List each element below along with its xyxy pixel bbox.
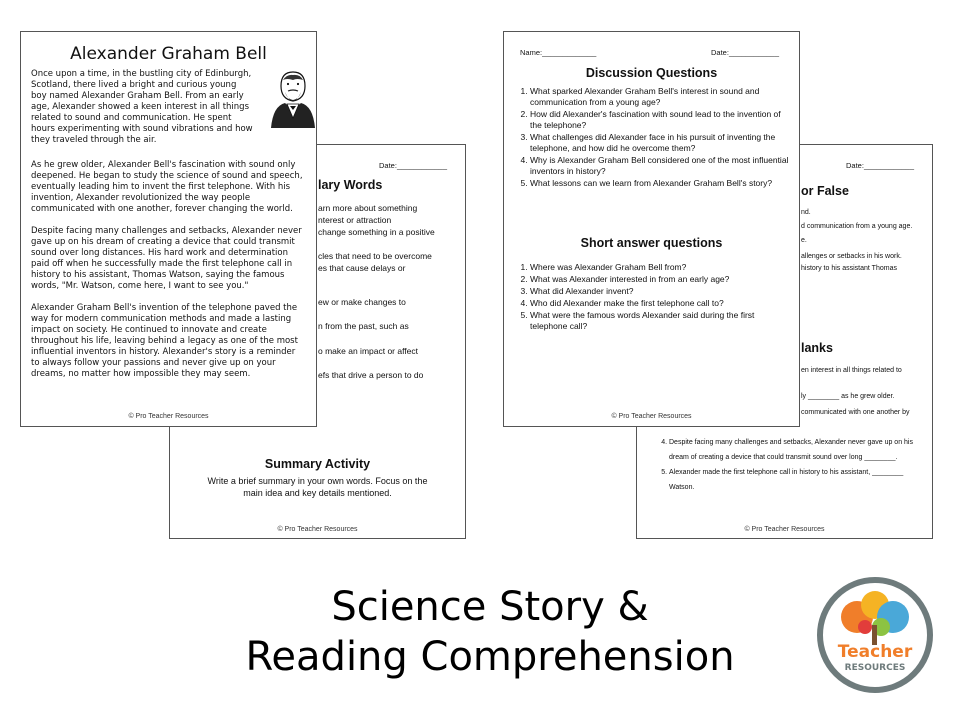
discussion-title: Discussion Questions [585, 66, 718, 80]
caption [200, 582, 780, 682]
tf-line: nd. [801, 209, 811, 216]
caption-line: Reading Comprehension [245, 634, 735, 680]
vocab-line: n from the past, such as [318, 321, 409, 331]
footer: © Pro Teacher Resources [744, 526, 825, 533]
tf-line: history to his assistant Thomas [801, 265, 897, 272]
story-paragraph: As he grew older, Alexander Bell's fascination with sound only deepened. He began to study the science of sound and speech, eventually leading him to invent the first telephone. With his invention, Alexander revolutionized the way people communicated with one another, forever changing the world. [31, 160, 303, 214]
list-item: 5. Alexander made the first telephone call in history to his assistant, ________ Watson. [669, 465, 916, 495]
list-item: 2. What was Alexander interested in from an early age? [530, 274, 791, 285]
vocab-line: arn more about something [318, 203, 418, 213]
discussion-list [514, 86, 791, 190]
vocab-title: lary Words [318, 178, 383, 192]
list-item: 5. What were the famous words Alexander said during the first telephone call? [530, 310, 791, 332]
footer: © Pro Teacher Resources [277, 526, 358, 533]
list-item: 1. Where was Alexander Graham Bell from? [530, 262, 791, 273]
date-field: Date:____________ [846, 161, 914, 170]
story-paragraph: Alexander Graham Bell's invention of the telephone paved the way for modern communication methods and made a lasting impact on society. He continued to innovate and create throughout his life, leaving behind a legacy as one of the most influential inventors in history. Alexander's story is a reminder to always follow your passions and never give up on your dreams, no matter how impossible they may seem. [31, 303, 298, 379]
list-item: 2. How did Alexander's fascination with sound lead to the invention of the telephone? [530, 109, 791, 131]
date-field: Date:____________ [379, 161, 447, 170]
summary-title: Summary Activity [264, 457, 371, 471]
story-paragraph: Despite facing many challenges and setbacks, Alexander never gave up on his dream of creating a device that could transmit sound over long distances. His hard work and determination paid off when he successfully made the first telephone call in history to his assistant, Thomas Watson, saying the famous words, "Mr. Watson, come here, I want to see you." [31, 226, 302, 291]
vocab-line: nterest or attraction [318, 215, 392, 225]
list-item: 5. What lessons can we learn from Alexander Graham Bell's story? [530, 178, 791, 189]
summary-text: Write a brief summary in your own words. Focus on the main idea and key details mentioned. [207, 476, 428, 498]
name-field: Name:_____________ [520, 48, 597, 57]
date-field: Date:____________ [711, 48, 779, 57]
blanks-list [649, 435, 916, 495]
vocab-line: o make an impact or affect [318, 346, 419, 356]
caption-line: Science Story & [331, 584, 649, 630]
footer: © Pro Teacher Resources [128, 413, 209, 420]
footer: © Pro Teacher Resources [611, 413, 692, 420]
story-worksheet [20, 31, 317, 427]
vocab-line: cles that need to be overcome [318, 251, 432, 261]
blank-line: en interest in all things related to [801, 367, 902, 374]
vocab-line: change something in a positive [318, 227, 435, 237]
short-answer-list [514, 262, 791, 333]
tf-line: d communication from a young age. [801, 223, 913, 230]
portrait-illustration [267, 66, 317, 128]
story-paragraph: Once upon a time, in the bustling city of Edinburgh, Scotland, there lived a bright and curious young boy named Alexander Graham Bell. From an early age, Alexander showed a keen interest in all things related to sound and communication. He spent hours experimenting with sound vibrations and how they traveled through the air. [31, 69, 253, 145]
logo-text-top: Teacher [837, 642, 913, 662]
tf-line: e. [801, 237, 807, 244]
fill-blanks-title: lanks [801, 341, 833, 355]
true-false-title: or False [801, 184, 849, 198]
list-item: 3. What did Alexander invent? [530, 286, 791, 297]
short-answer-title: Short answer questions [580, 236, 723, 250]
story-title: Alexander Graham Bell [70, 44, 267, 64]
list-item: 1. What sparked Alexander Graham Bell's interest in sound and communication from a young age? [530, 86, 791, 108]
vocab-line: ew or make changes to [318, 297, 406, 307]
logo-text-bottom: RESOURCES [844, 663, 906, 673]
blank-line: ly ________ as he grew older. [801, 393, 895, 400]
blank-line: communicated with one another by [801, 409, 910, 416]
teacher-resources-logo [817, 577, 933, 693]
vocab-line: es that cause delays or [318, 263, 406, 273]
list-item: 3. What challenges did Alexander face in his pursuit of inventing the telephone, and how did he overcome them? [530, 132, 791, 154]
list-item: 4. Despite facing many challenges and setbacks, Alexander never gave up on his dream of creating a device that could transmit sound over long ________. [669, 435, 916, 465]
list-item: 4. Why is Alexander Graham Bell considered one of the most influential inventors in history? [530, 155, 791, 177]
discussion-worksheet [503, 31, 800, 427]
list-item: 4. Who did Alexander make the first telephone call to? [530, 298, 791, 309]
tf-line: allenges or setbacks in his work. [801, 253, 902, 260]
vocab-line: efs that drive a person to do [318, 370, 424, 380]
